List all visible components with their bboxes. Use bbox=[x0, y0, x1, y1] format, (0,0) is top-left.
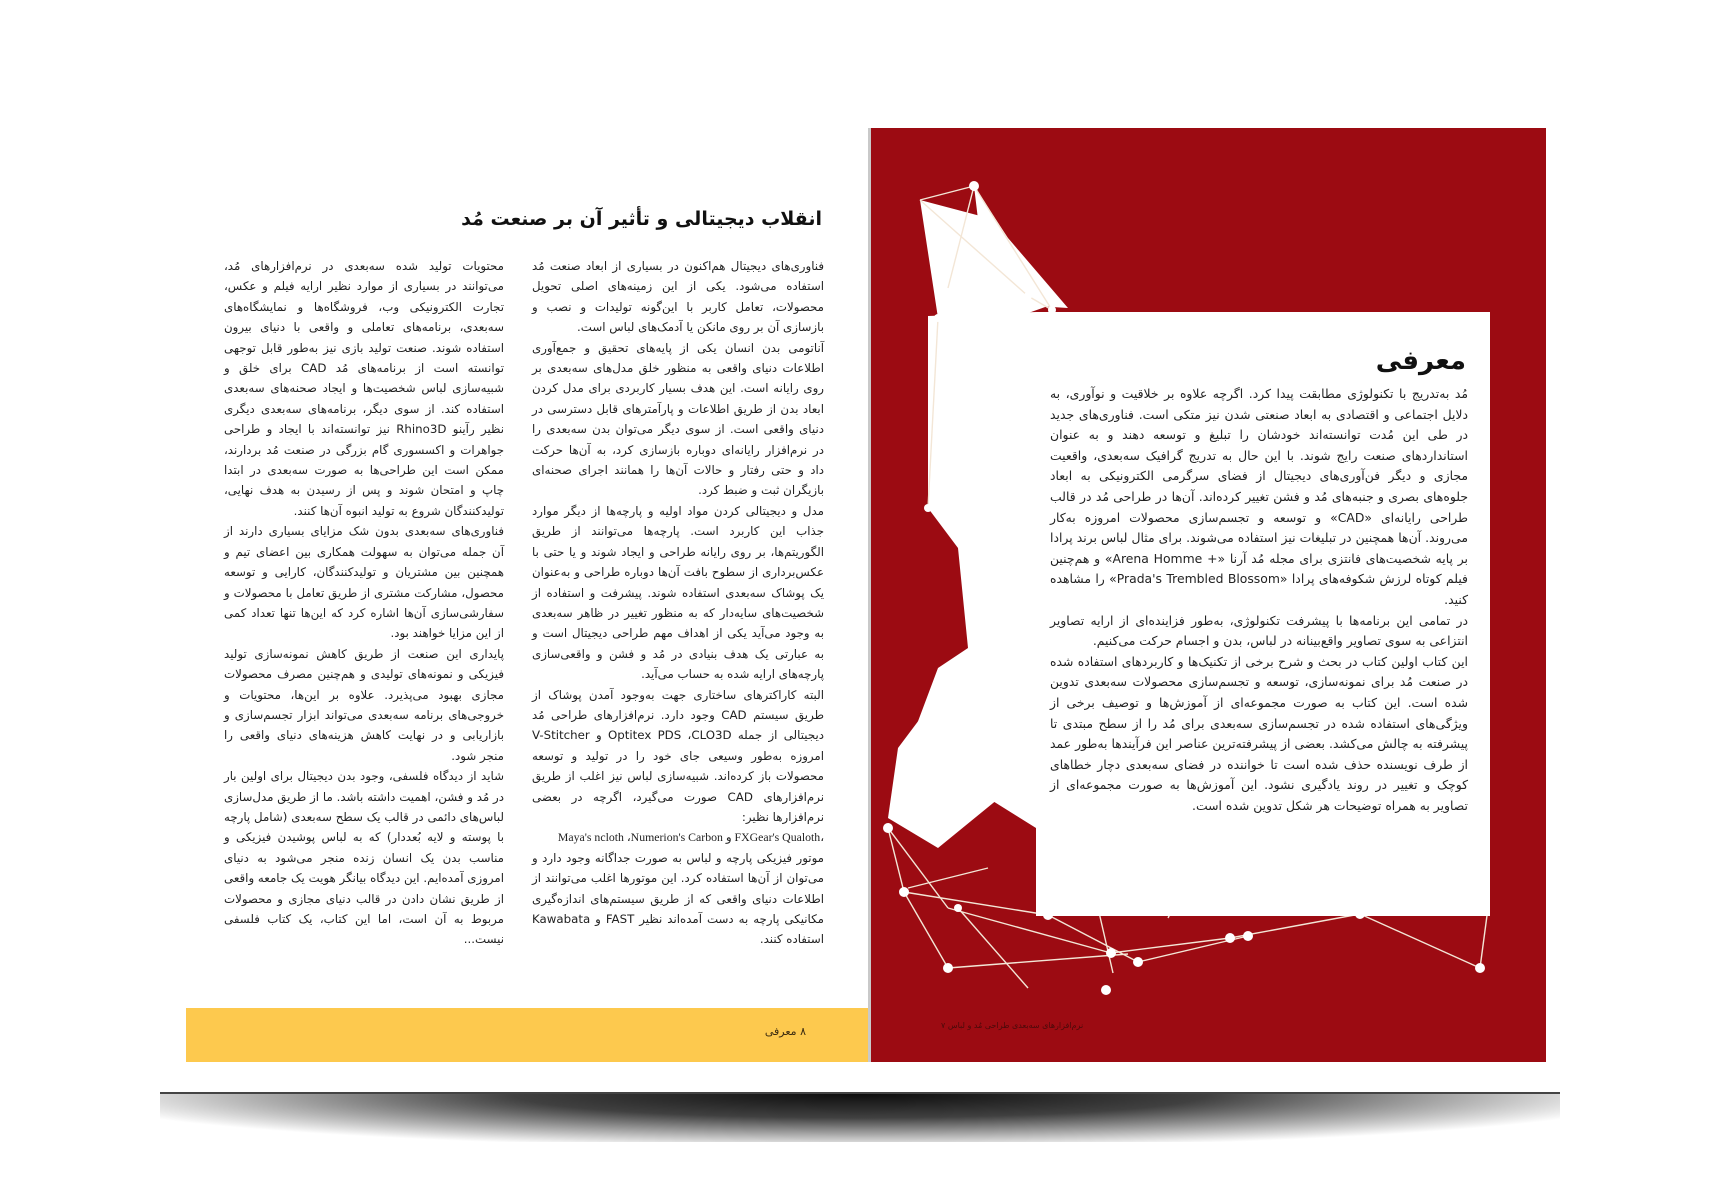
paragraph: موتور فیزیکی پارچه و لباس به صورت جداگانه وجود دارد و می‌توان از آن‌ها استفاده کرد. این موتورها اغلب می‌توانند از اطلاعات دنیای واقعی که از طریق سیستم‌های اندازه‌گیری مکانیکی پارچه به دست آمده‌اند نظیر FAST و Kawabata استفاده کنند. bbox=[532, 850, 824, 947]
paragraph: فناوری‌های دیجیتال هم‌اکنون در بسیاری از ابعاد صنعت مُد استفاده می‌شود. یکی از این زمینه‌های اصلی تحویل محصولات، تعامل کاربر با این‌گونه تولیدات و نصب و بازسازی آن بر روی مانکن یا آدمک‌های لباس است. bbox=[532, 259, 824, 335]
paragraph: این کتاب اولین کتاب در بحث و شرح برخی از تکنیک‌ها و کاربردهای استفاده شده در صنعت مُد برای نمونه‌سازی، توسعه و تجسم‌سازی محصولات سه‌بعدی تدوین شده است. این کتاب به صورت مجموعه‌ای از آموزش‌ها و توصیف برخی از ویژگی‌های استفاده شده در تجسم‌سازی سه‌بعدی برای مُد را از سطح مبتدی تا پیشرفته به چالش می‌کشد. بعضی از پیشرفته‌ترین عناصر این فرآیندها به‌طور عمد از طرف نویسنده حذف شده است تا خواننده در فضای سه‌بعدی دچار خطاهای کوچک و تغییر در روند یادگیری نشود. این آموزش‌ها به صورت مجموعه‌ای از تصاویر به همراه توضیحات هر شکل تدوین شده است. bbox=[1050, 653, 1468, 813]
software-list: ،FXGear's Qualoth و Maya's ncloth ،Numerion's Carbon bbox=[557, 830, 824, 845]
paragraph: پایداری این صنعت از طریق کاهش نمونه‌سازی تولید فیزیکی و نمونه‌های تولیدی و هم‌چنین مصرف محصولات مجازی بهبود می‌پذیرد. علاوه بر این‌ها، محتویات و خروجی‌های برنامه سه‌بعدی می‌تواند ابزار تجسم‌سازی و بازاریابی و در نهایت کاهش هزینه‌های دنیای واقعی را منجر شود. bbox=[224, 646, 504, 763]
paragraph: محتویات تولید شده سه‌بعدی در نرم‌افزارهای مُد، می‌توانند در بسیاری از موارد نظیر ارایه فیلم و عکس، تجارت الکترونیکی وب، فروشگاه‌ها و نمایشگاه‌های سه‌بعدی، برنامه‌های تعاملی و واقعی با دنیای بیرون استفاده شوند. صنعت تولید بازی نیز به‌طور قابل توجهی توانسته است از برنامه‌های مُد CAD برای خلق و شبیه‌سازی لباس شخصیت‌ها و ایجاد صحنه‌های سه‌بعدی استفاده کند. از سوی دیگر، برنامه‌های سه‌بعدی دیگری نظیر رآینو Rhino3D نیز توانسته‌اند با ایجاد و طراحی جواهرات و اکسسوری گام بزرگی در صنعت مُد بردارند، ممکن است این طراحی‌ها به صورت سه‌بعدی در ابتدا چاپ و امتحان شوند و پس از رسیدن به هدف نهایی، تولیدکنندگان شروع به تولید انبوه آن‌ها کنند. bbox=[224, 259, 504, 518]
network-node bbox=[1225, 933, 1235, 943]
paragraph: آناتومی بدن انسان یکی از پایه‌های تحقیق و جمع‌آوری اطلاعات دنیای واقعی به منظور خلق مدل‌های سه‌بعدی بر روی رایانه است. این هدف بسیار کاربردی برای مدل کردن ابعاد بدن از طریق اطلاعات و پارآمترهای قابل دسترسی در دنیای واقعی است. از سوی دیگر می‌توان بدن سه‌بعدی را در نرم‌افزار رایانه‌ای دوباره بازسازی کرد، به آن‌ها حرکت داد و حتی رفتار و حالات آن‌ها را همانند اجرای صحنه‌ای بازیگران ثبت و ضبط کرد. bbox=[532, 340, 824, 498]
network-node bbox=[1133, 957, 1143, 967]
left-page-title: انقلاب دیجیتالی و تأثیر آن بر صنعت مُد bbox=[461, 208, 822, 230]
network-node bbox=[1106, 948, 1116, 958]
left-page-column-right bbox=[532, 256, 824, 950]
paragraph: مُد به‌تدریج با تکنولوژی مطابقت پیدا کرد. اگرچه علاوه بر خلاقیت و نوآوری، به دلایل اجتماعی و اقتصادی به ابعاد صنعتی شدن نیز متکی است. فناوری‌های جدید در طی این مُدت توانسته‌اند خودشان را تبلیغ و توسعه دهند و به عنوان استانداردهای صنعت رایج شوند. با این حال به تدریج گرافیک سه‌بعدی، واقعیت مجازی و دیگر فن‌آوری‌های دیجیتال از فضای سرگرمی الکترونیکی به ابعاد جلوه‌های بصری و جنبه‌های مُد و فشن تغییر کرده‌اند. آن‌ها در طراحی مُد در قالب طراحی رایانه‌ای «CAD» و توسعه و تجسم‌سازی محصولات امروزه به‌کار می‌روند. آن‌ها همچنین در تبلیغات نیز استفاده می‌شوند. برای مثال لباس برند پرادا بر پایه شخصیت‌های فانتزی برای مجله مُد آرنا «+ Arena Homme» و هم‌چنین فیلم کوتاه لرزش شکوفه‌های پرادا «Prada's Trembled Blossom» را مشاهده کنید. bbox=[1050, 386, 1469, 607]
paragraph: البته کاراکترهای ساختاری جهت به‌وجود آمدن پوشاک از طریق سیستم CAD وجود دارد. نرم‌افزارهای طراحی مُد دیجیتالی از جمله Optitex PDS ،CLO3D و V-Stitcher امروزه به‌طور وسیعی جای خود را در تولید و توسعه محصولات باز کرده‌اند. شبیه‌سازی لباس نیز اغلب از طریق نرم‌افزارهای CAD صورت می‌گیرد، اگرچه در بعضی نرم‌افزارها نظیر: bbox=[532, 687, 825, 824]
paragraph: در تمامی این برنامه‌ها با پیشرفت تکنولوژی، به‌طور فزاینده‌ای از ارایه تصاویر انتزاعی به سوی تصاویر واقع‌بینانه در لباس، بدن و اجسام حرکت می‌کنیم. bbox=[1050, 612, 1468, 649]
intro-body bbox=[1050, 384, 1468, 816]
network-node bbox=[1024, 292, 1032, 300]
network-node bbox=[1101, 985, 1111, 995]
network-node bbox=[883, 823, 893, 833]
left-page-footer-bar bbox=[186, 1008, 868, 1062]
page-number-right: نرم‌افزارهای سه‌بعدی طراحی مُد و لباس ۷ bbox=[941, 1021, 1084, 1030]
network-node bbox=[1243, 931, 1253, 941]
network-node bbox=[924, 504, 932, 512]
page-number-left: ۸ معرفی bbox=[764, 1025, 806, 1038]
right-page-title: معرفی bbox=[1375, 346, 1466, 376]
network-node bbox=[934, 314, 942, 322]
left-page bbox=[186, 128, 870, 1062]
network-node bbox=[969, 181, 979, 191]
left-page-column-left bbox=[224, 256, 504, 950]
white-shape bbox=[888, 688, 1036, 848]
network-node bbox=[1475, 963, 1485, 973]
network-node bbox=[899, 887, 909, 897]
book-shadow bbox=[160, 1092, 1560, 1142]
paragraph: شاید از دیدگاه فلسفی، وجود بدن دیجیتال برای اولین بار در مُد و فشن، اهمیت داشته باشد. ما از طریق مدل‌سازی لباس‌های دائمی در قالب یک سطح سه‌بعدی (شامل پارچه با پوسته و لایه بُعددار) که به لباس پوشیدن فیزیکی و مناسب بدن یک انسان زنده منجر می‌شود به دنیای امروزی آمده‌ایم. این دیدگاه بیانگر هویت یک جامعه واقعی از طریق نشان دادن در قالب دنیای مجازی و محصولات مربوط به آن است، اما این کتاب، یک کتاب فلسفی نیست... bbox=[224, 769, 504, 947]
paragraph: فناوری‌های سه‌بعدی بدون شک مزایای بسیاری دارند از آن جمله می‌توان به سهولت همکاری بین اعضای تیم و همچنین بین مشتریان و تولیدکنندگان، کارایی و توسعه محصول، مشارکت مشتری از طریق تعامل با محصولات و سفارشی‌سازی آن‌ها اشاره کرد که این‌ها تنها تعداد کمی از این مزایا خواهند بود. bbox=[224, 524, 504, 641]
intro-text-panel bbox=[1036, 312, 1490, 916]
paragraph: مدل و دیجیتالی کردن مواد اولیه و پارچه‌ها از دیگر موارد جذاب این کاربرد است. پارچه‌ها می‌توانند از طریق الگوریتم‌ها، بر روی رایانه طراحی و ایجاد شوند و یا حتی با عکس‌برداری از سطوح بافت آن‌ها دوباره طراحی و به‌عنوان یک پوشاک سه‌بعدی استفاده شوند. پیشرفت و استفاده از شخصیت‌های سایه‌دار که به منظور تغییر در ظاهر سه‌بعدی به وجود می‌آید یکی از اهداف مهم طراحی دیجیتال است و به عبارتی یک هدف بنیادی در مُد و فشن و واقعی‌سازی پارچه‌های ارایه شده به حساب می‌آید. bbox=[532, 503, 824, 682]
network-node bbox=[954, 904, 962, 912]
network-node bbox=[943, 963, 953, 973]
